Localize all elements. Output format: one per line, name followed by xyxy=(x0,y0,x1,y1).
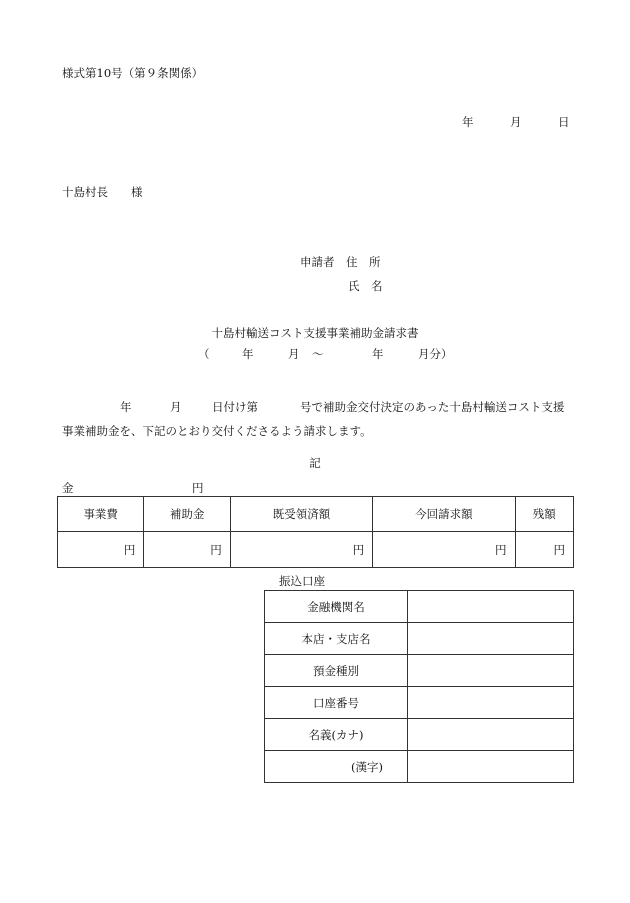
header-project-cost: 事業費 xyxy=(58,497,144,532)
holder-kanji-label: (漢字) xyxy=(265,751,408,783)
header-subsidy: 補助金 xyxy=(144,497,230,532)
period-open: （ xyxy=(198,347,210,361)
value-current-request[interactable]: 円 xyxy=(373,532,515,568)
date-month: 月 xyxy=(510,115,522,129)
summary-table xyxy=(57,496,574,568)
bank-account-table xyxy=(264,590,574,783)
value-balance[interactable]: 円 xyxy=(515,532,573,568)
applicant-address-label: 申請者 住 所 xyxy=(300,255,381,269)
body-text: 号で補助金交付決定のあった十島村輸送コスト支援事業補助金を、下記のとおり交付くださるよう請求します。 xyxy=(62,400,565,438)
period-year2: 年 xyxy=(372,347,384,361)
bank-row xyxy=(265,719,574,751)
bank-row xyxy=(265,623,574,655)
period-month2: 月分） xyxy=(418,347,453,361)
date-line xyxy=(462,117,570,129)
bank-account-label: 振込口座 xyxy=(279,574,325,588)
bank-row xyxy=(265,687,574,719)
addressee: 十島村長 様 xyxy=(62,185,143,199)
bank-row xyxy=(265,591,574,623)
account-number-label: 口座番号 xyxy=(265,687,408,719)
period-month1: 月 xyxy=(288,347,300,361)
holder-kana-label: 名義(カナ) xyxy=(265,719,408,751)
body-dated-no: 日付け第 xyxy=(212,400,258,414)
form-number: 様式第10号（第９条関係） xyxy=(62,66,204,80)
deposit-type-label: 預金種別 xyxy=(265,655,408,687)
summary-header-row xyxy=(58,497,574,532)
bank-row xyxy=(265,751,574,783)
value-subsidy[interactable]: 円 xyxy=(144,532,230,568)
body-year: 年 xyxy=(120,400,132,414)
date-year: 年 xyxy=(462,115,474,129)
amount-unit: 円 xyxy=(192,481,204,495)
header-balance: 残額 xyxy=(515,497,573,532)
value-received[interactable]: 円 xyxy=(230,532,372,568)
body-month: 月 xyxy=(170,400,182,414)
branch-field[interactable] xyxy=(408,623,574,655)
applicant-name-label: 氏 名 xyxy=(348,279,383,293)
ki-heading: 記 xyxy=(309,456,321,470)
date-day: 日 xyxy=(558,115,570,129)
request-body-text xyxy=(62,395,574,443)
deposit-type-field[interactable] xyxy=(408,655,574,687)
bank-row xyxy=(265,655,574,687)
header-current-request: 今回請求額 xyxy=(373,497,515,532)
summary-value-row xyxy=(58,532,574,568)
document-title: 十島村輸送コスト支援事業補助金請求書 xyxy=(211,326,419,340)
amount-line xyxy=(62,483,204,495)
header-received: 既受領済額 xyxy=(230,497,372,532)
branch-label: 本店・支店名 xyxy=(265,623,408,655)
holder-kanji-field[interactable] xyxy=(408,751,574,783)
account-number-field[interactable] xyxy=(408,687,574,719)
bank-name-label: 金融機関名 xyxy=(265,591,408,623)
period-tilde: ～ xyxy=(312,347,324,361)
holder-kana-field[interactable] xyxy=(408,719,574,751)
period-year1: 年 xyxy=(242,347,254,361)
period-line xyxy=(198,349,453,361)
bank-name-field[interactable] xyxy=(408,591,574,623)
value-project-cost[interactable]: 円 xyxy=(58,532,144,568)
amount-label: 金 xyxy=(62,481,74,495)
